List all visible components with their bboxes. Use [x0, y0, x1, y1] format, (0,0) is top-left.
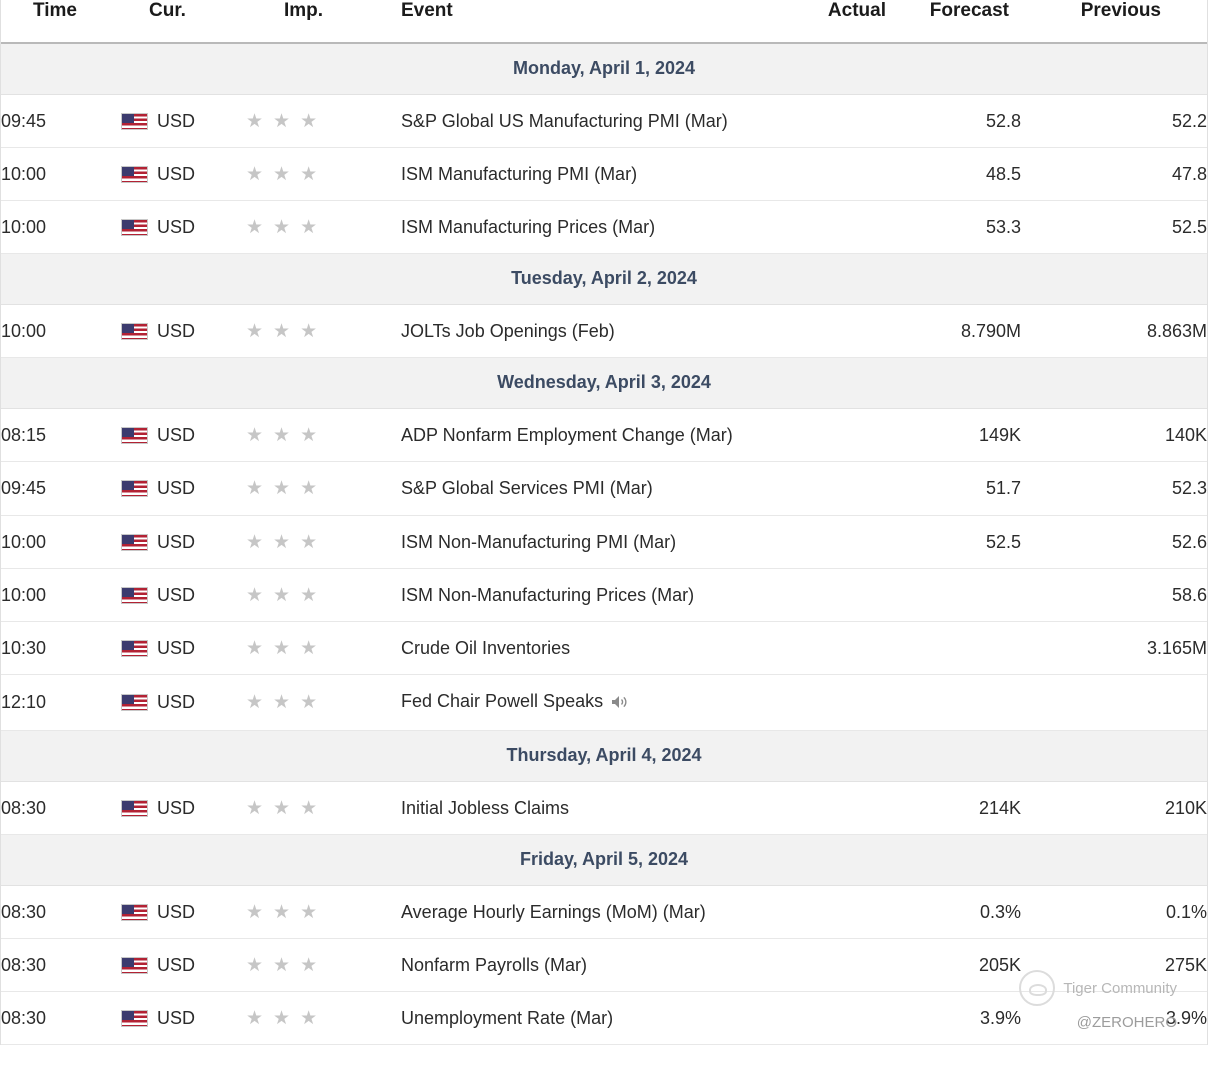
event-forecast: 8.790M: [886, 305, 1021, 358]
event-title: Unemployment Rate (Mar): [401, 1008, 614, 1029]
column-header-time[interactable]: Time: [1, 0, 121, 43]
importance-stars: ★★★: [246, 797, 328, 819]
event-time: 10:00: [1, 201, 121, 254]
table-row[interactable]: [1, 781, 1207, 834]
currency-code: USD: [157, 584, 196, 605]
event-importance: [246, 462, 401, 515]
table-row[interactable]: [1, 409, 1207, 462]
table-row[interactable]: [1, 674, 1207, 730]
us-flag-icon: [121, 640, 148, 657]
event-time: 08:30: [1, 992, 121, 1045]
event-title: S&P Global US Manufacturing PMI (Mar): [401, 111, 728, 131]
event-previous: 8.863M: [1021, 305, 1207, 358]
us-flag-icon: [121, 694, 148, 711]
us-flag-icon: [121, 113, 148, 130]
event-time: 09:45: [1, 95, 121, 148]
event-importance: [246, 148, 401, 201]
table-body: [1, 43, 1207, 1045]
date-label: Friday, April 5, 2024: [1, 835, 1207, 886]
event-forecast: 53.3: [886, 201, 1021, 254]
event-previous: 52.2: [1021, 95, 1207, 148]
event-name[interactable]: [401, 148, 756, 201]
event-actual: [756, 515, 886, 568]
date-group-header: [1, 730, 1207, 781]
event-actual: [756, 939, 886, 992]
event-title: Nonfarm Payrolls (Mar): [401, 955, 588, 976]
event-actual: [756, 201, 886, 254]
date-label: Tuesday, April 2, 2024: [1, 254, 1207, 305]
importance-stars: ★★★: [246, 425, 328, 447]
event-time: 10:00: [1, 568, 121, 621]
table-row[interactable]: [1, 515, 1207, 568]
event-previous: 52.5: [1021, 201, 1207, 254]
us-flag-icon: [121, 427, 148, 444]
event-importance: [246, 939, 401, 992]
event-previous: 58.6: [1021, 568, 1207, 621]
event-forecast: 52.8: [886, 95, 1021, 148]
currency-code: USD: [157, 1008, 196, 1029]
event-currency: [121, 148, 246, 201]
importance-stars: ★★★: [246, 217, 328, 239]
event-forecast: [886, 621, 1021, 674]
currency-code: USD: [157, 955, 196, 976]
currency-code: USD: [157, 637, 196, 658]
event-name[interactable]: [401, 462, 756, 515]
event-actual: [756, 886, 886, 939]
event-currency: [121, 95, 246, 148]
event-name[interactable]: [401, 515, 756, 568]
event-currency: [121, 621, 246, 674]
event-name[interactable]: [401, 95, 756, 148]
event-currency: [121, 409, 246, 462]
event-importance: [246, 781, 401, 834]
table-row[interactable]: [1, 568, 1207, 621]
event-importance: [246, 621, 401, 674]
us-flag-icon: [121, 219, 148, 236]
importance-stars: ★★★: [246, 111, 328, 132]
event-importance: [246, 992, 401, 1045]
importance-stars: ★★★: [246, 692, 328, 714]
watermark-handle: @ZEROHERO: [1076, 1014, 1177, 1032]
event-forecast: 48.5: [886, 148, 1021, 201]
event-actual: [756, 781, 886, 834]
event-name[interactable]: [401, 305, 756, 358]
importance-stars: ★★★: [246, 478, 328, 500]
event-actual: [756, 305, 886, 358]
us-flag-icon: [121, 534, 148, 551]
event-time: 10:00: [1, 148, 121, 201]
event-name[interactable]: [401, 674, 756, 730]
currency-code: USD: [157, 164, 196, 185]
column-header-event[interactable]: Event: [401, 0, 756, 43]
table-row[interactable]: [1, 992, 1207, 1045]
event-forecast: [886, 674, 1021, 730]
table-row[interactable]: [1, 621, 1207, 674]
event-previous: 210K: [1021, 781, 1207, 834]
currency-code: USD: [157, 425, 196, 446]
event-currency: [121, 201, 246, 254]
currency-code: USD: [157, 531, 196, 552]
event-actual: [756, 95, 886, 148]
event-currency: [121, 462, 246, 515]
event-title: Average Hourly Earnings (MoM) (Mar): [401, 902, 706, 923]
event-title: Crude Oil Inventories: [401, 637, 571, 658]
event-title: Initial Jobless Claims: [401, 797, 570, 818]
event-previous: 52.3: [1021, 462, 1207, 515]
event-currency: [121, 992, 246, 1045]
event-actual: [756, 409, 886, 462]
event-time: 10:00: [1, 305, 121, 358]
importance-stars: ★★★: [246, 531, 328, 553]
table-header: [1, 0, 1207, 43]
event-time: 12:10: [1, 674, 121, 730]
calendar-table: [1, 0, 1207, 1045]
currency-code: USD: [157, 217, 196, 238]
event-title: ADP Nonfarm Employment Change (Mar): [401, 425, 733, 446]
event-title: S&P Global Services PMI (Mar): [401, 478, 653, 499]
event-actual: [756, 992, 886, 1045]
event-currency: [121, 781, 246, 834]
event-name[interactable]: [401, 201, 756, 254]
event-time: 08:30: [1, 781, 121, 834]
importance-stars: ★★★: [246, 321, 328, 343]
table-row[interactable]: [1, 148, 1207, 201]
date-label: Monday, April 1, 2024: [1, 43, 1207, 95]
event-name[interactable]: [401, 886, 756, 939]
column-header-importance[interactable]: Imp.: [246, 0, 401, 43]
event-actual: [756, 462, 886, 515]
table-row[interactable]: [1, 462, 1207, 515]
event-actual: [756, 568, 886, 621]
event-time: 10:00: [1, 515, 121, 568]
table-row[interactable]: [1, 939, 1207, 992]
event-forecast: [886, 568, 1021, 621]
event-currency: [121, 305, 246, 358]
event-importance: [246, 201, 401, 254]
importance-stars: ★★★: [246, 164, 328, 186]
table-row[interactable]: [1, 886, 1207, 939]
us-flag-icon: [121, 904, 148, 921]
date-group-header: [1, 835, 1207, 886]
table-row[interactable]: [1, 305, 1207, 358]
event-name[interactable]: [401, 409, 756, 462]
event-importance: [246, 886, 401, 939]
event-currency: [121, 886, 246, 939]
event-name[interactable]: [401, 939, 756, 992]
event-title: ISM Non-Manufacturing Prices (Mar): [401, 584, 695, 605]
currency-code: USD: [157, 797, 196, 818]
event-previous: 47.8: [1021, 148, 1207, 201]
event-previous: 3.9%: [1021, 992, 1207, 1045]
event-previous: [1021, 674, 1207, 730]
event-currency: [121, 515, 246, 568]
event-time: 10:30: [1, 621, 121, 674]
column-header-actual[interactable]: Actual: [756, 0, 886, 43]
event-title: ISM Manufacturing PMI (Mar): [401, 164, 638, 185]
event-name[interactable]: [401, 781, 756, 834]
event-title: JOLTs Job Openings (Feb): [401, 321, 615, 342]
us-flag-icon: [121, 480, 148, 497]
date-label: Wednesday, April 3, 2024: [1, 358, 1207, 409]
importance-stars: ★★★: [246, 1008, 328, 1030]
event-forecast: 3.9%: [886, 992, 1021, 1045]
event-importance: [246, 409, 401, 462]
us-flag-icon: [121, 1010, 148, 1027]
importance-stars: ★★★: [246, 584, 328, 606]
event-time: 08:30: [1, 939, 121, 992]
event-actual: [756, 148, 886, 201]
us-flag-icon: [121, 166, 148, 183]
event-previous: 0.1%: [1021, 886, 1207, 939]
event-forecast: 205K: [886, 939, 1021, 992]
event-importance: [246, 568, 401, 621]
event-title: Fed Chair Powell Speaks: [401, 690, 604, 711]
event-forecast: 0.3%: [886, 886, 1021, 939]
event-forecast: 149K: [886, 409, 1021, 462]
event-forecast: 52.5: [886, 515, 1021, 568]
event-forecast: 214K: [886, 781, 1021, 834]
currency-code: USD: [157, 478, 196, 499]
event-name[interactable]: [401, 621, 756, 674]
event-forecast: 51.7: [886, 462, 1021, 515]
currency-code: USD: [157, 321, 196, 342]
event-name[interactable]: [401, 992, 756, 1045]
event-previous: 275K: [1021, 939, 1207, 992]
event-actual: [756, 674, 886, 730]
importance-stars: ★★★: [246, 902, 328, 924]
date-group-header: [1, 43, 1207, 95]
currency-code: USD: [157, 111, 196, 131]
event-importance: [246, 305, 401, 358]
column-header-currency[interactable]: Cur.: [121, 0, 246, 43]
us-flag-icon: [121, 323, 148, 340]
event-importance: [246, 674, 401, 730]
event-currency: [121, 568, 246, 621]
event-importance: [246, 95, 401, 148]
importance-stars: ★★★: [246, 637, 328, 659]
event-importance: [246, 515, 401, 568]
table-row[interactable]: [1, 95, 1207, 148]
importance-stars: ★★★: [246, 955, 328, 977]
table-row[interactable]: [1, 201, 1207, 254]
event-name[interactable]: [401, 568, 756, 621]
currency-code: USD: [157, 692, 196, 713]
event-title: ISM Manufacturing Prices (Mar): [401, 217, 656, 238]
event-time: 09:45: [1, 462, 121, 515]
us-flag-icon: [121, 800, 148, 817]
column-header-previous[interactable]: Previous: [1021, 0, 1207, 43]
event-time: 08:15: [1, 409, 121, 462]
event-previous: 52.6: [1021, 515, 1207, 568]
date-group-header: [1, 254, 1207, 305]
us-flag-icon: [121, 587, 148, 604]
watermark-brand: Tiger Community: [1063, 979, 1177, 997]
currency-code: USD: [157, 902, 196, 923]
event-previous: 140K: [1021, 409, 1207, 462]
column-header-forecast[interactable]: Forecast: [886, 0, 1021, 43]
event-currency: [121, 939, 246, 992]
event-previous: 3.165M: [1021, 621, 1207, 674]
event-time: 08:30: [1, 886, 121, 939]
us-flag-icon: [121, 957, 148, 974]
event-currency: [121, 674, 246, 730]
date-label: Thursday, April 4, 2024: [1, 730, 1207, 781]
date-group-header: [1, 358, 1207, 409]
event-title: ISM Non-Manufacturing PMI (Mar): [401, 531, 677, 552]
speaker-icon[interactable]: [611, 691, 629, 717]
event-actual: [756, 621, 886, 674]
